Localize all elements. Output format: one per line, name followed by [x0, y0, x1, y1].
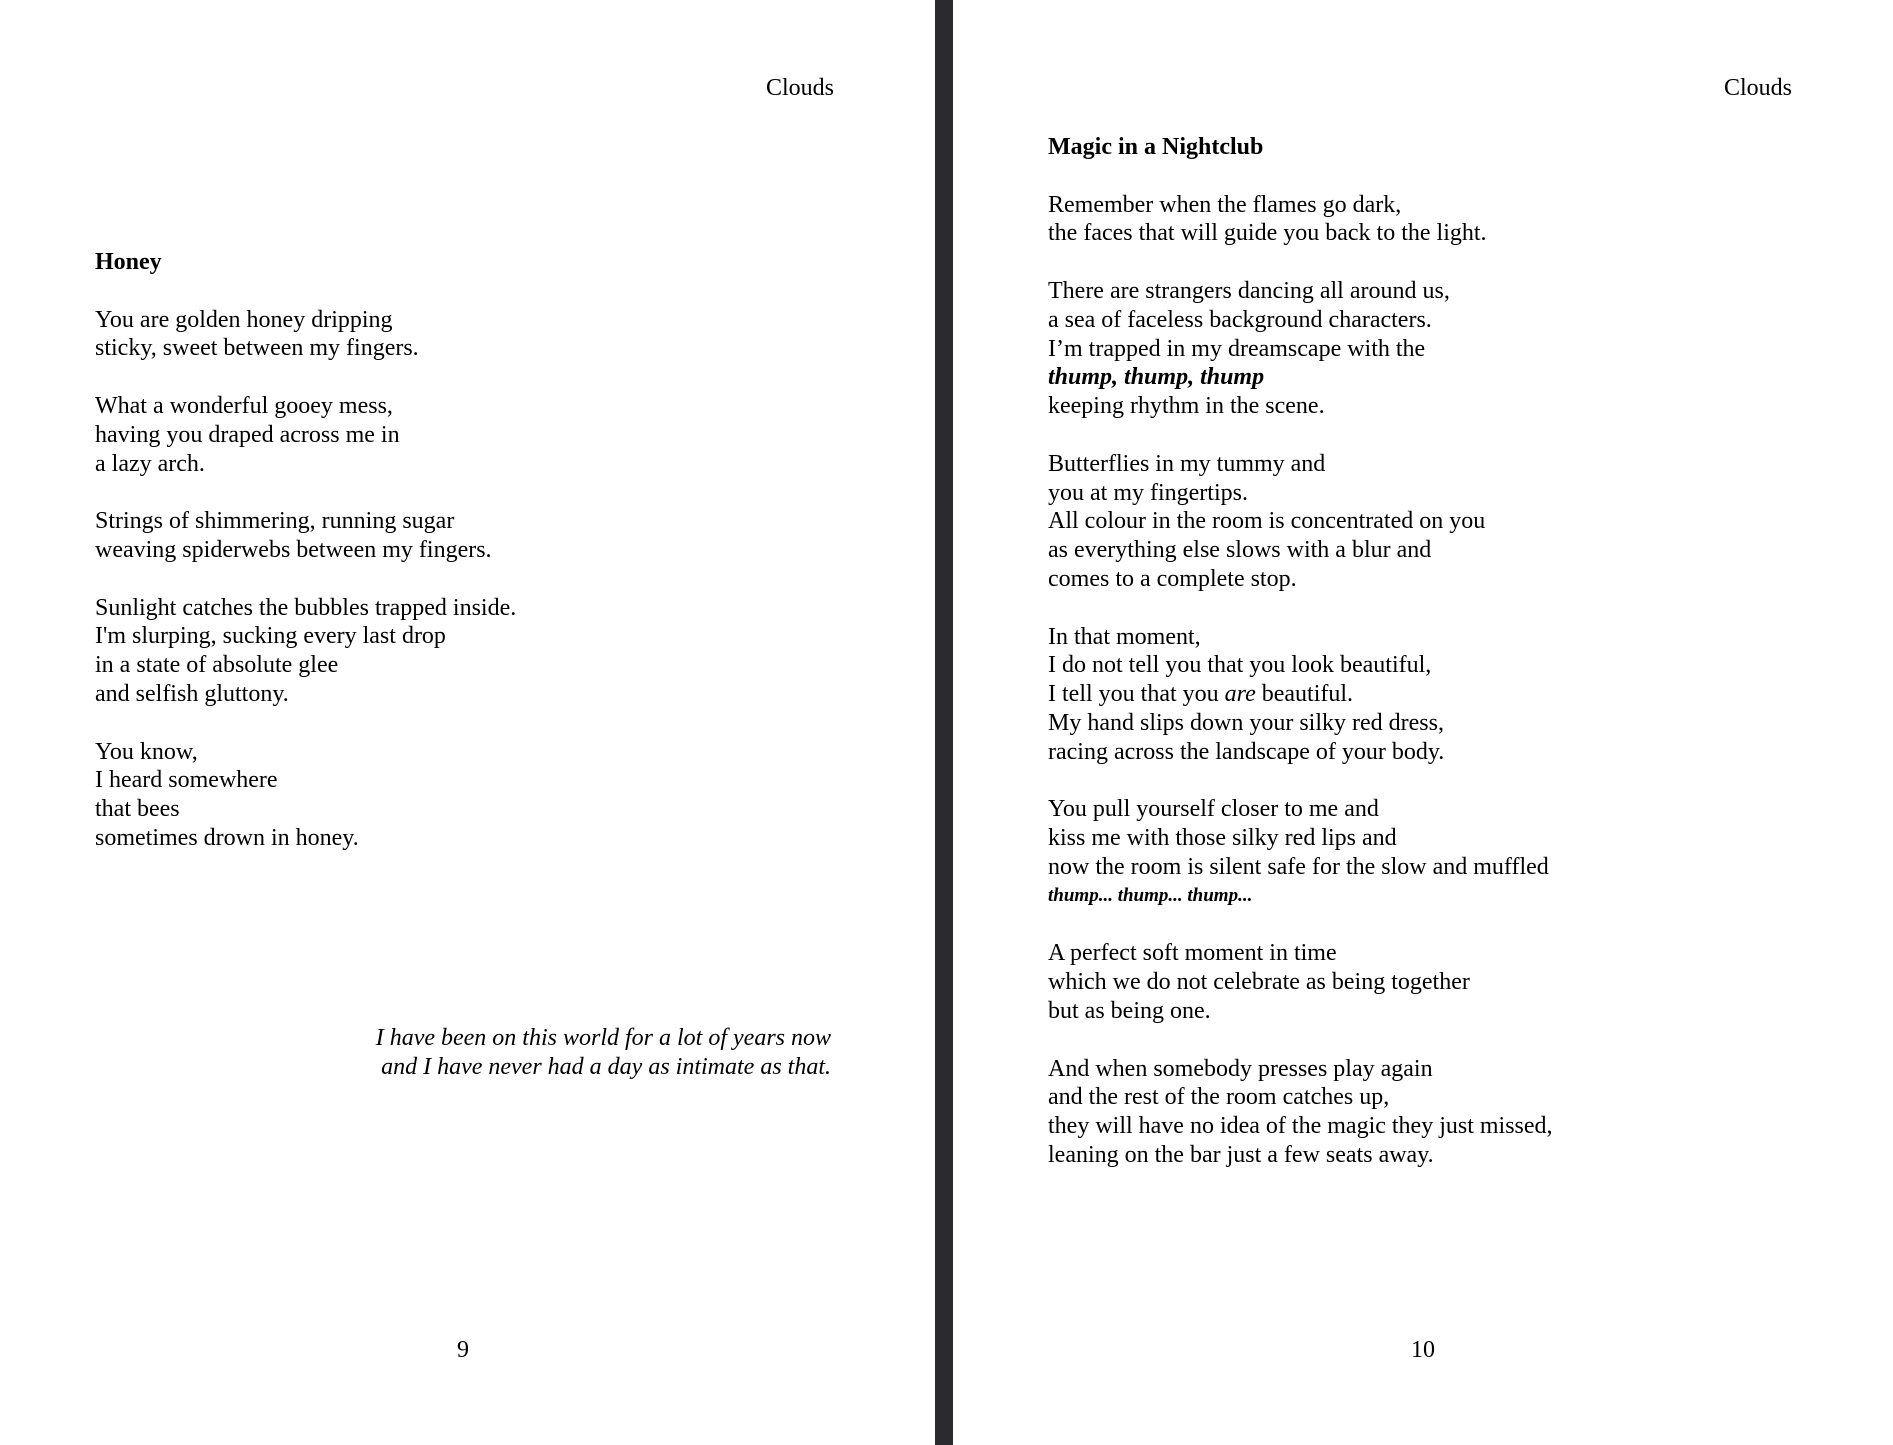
poem-line: sometimes drown in honey.	[95, 824, 359, 851]
poem-line: but as being one.	[1048, 997, 1211, 1024]
right-page	[953, 0, 1893, 1445]
poem-line: as everything else slows with a blur and	[1048, 537, 1432, 564]
stanza	[1048, 450, 1553, 594]
left-page	[0, 0, 935, 1445]
poem-line: My hand slips down your silky red dress,	[1048, 709, 1444, 736]
poem-line: A perfect soft moment in time	[1048, 940, 1337, 967]
poem-line: and the rest of the room catches up,	[1048, 1084, 1390, 1111]
poem-line	[1048, 680, 1553, 709]
poem-line: which we do not celebrate as being together	[1048, 969, 1470, 996]
poem-line: In that moment,	[1048, 623, 1201, 650]
poem-line: You know,	[95, 738, 198, 765]
poem-line: Strings of shimmering, running sugar	[95, 508, 455, 535]
poem-line: You are golden honey dripping	[95, 306, 393, 333]
stanza	[95, 507, 516, 565]
poem-line: leaning on the bar just a few seats away.	[1048, 1141, 1434, 1168]
epigraph-line: and I have never had a day as intimate as that.	[381, 1054, 831, 1080]
poem-line-emphasis: are	[1224, 681, 1256, 708]
stanza	[1048, 191, 1553, 249]
poem-line: Remember when the flames go dark,	[1048, 191, 1402, 218]
poem-line: I'm slurping, sucking every last drop	[95, 623, 446, 650]
epigraph	[300, 1024, 831, 1082]
poem-line-emphasis: thump... thump... thump...	[1048, 884, 1253, 906]
poem-line: There are strangers dancing all around us,	[1048, 277, 1450, 304]
stanza	[1048, 623, 1553, 767]
page-number: 9	[457, 1337, 469, 1363]
stanza	[95, 306, 516, 364]
poem-line-emphasis: thump, thump, thump	[1048, 364, 1265, 391]
poem-title: Honey	[95, 249, 162, 275]
poem-line: that bees	[95, 796, 180, 823]
running-head: Clouds	[765, 75, 834, 101]
poem-magic-in-a-nightclub	[1048, 133, 1553, 1198]
stanza	[1048, 1055, 1553, 1170]
running-head: Clouds	[1723, 75, 1792, 101]
poem-title: Magic in a Nightclub	[1048, 134, 1264, 160]
poem-line: kiss me with those silky red lips and	[1048, 825, 1397, 852]
page-number: 10	[1411, 1337, 1435, 1363]
poem-line: racing across the landscape of your body.	[1048, 738, 1445, 765]
poem-line: Butterflies in my tummy and	[1048, 450, 1326, 477]
poem-line: sticky, sweet between my fingers.	[95, 335, 419, 362]
stanza	[95, 392, 516, 478]
poem-line: they will have no idea of the magic they just missed,	[1048, 1113, 1553, 1140]
poem-line: weaving spiderwebs between my fingers.	[95, 536, 492, 563]
poem-line: All colour in the room is concentrated on you	[1048, 508, 1486, 535]
stanza	[95, 738, 516, 853]
poem-line: the faces that will guide you back to the light.	[1048, 220, 1487, 247]
poem-line-text: I tell you that you	[1048, 681, 1225, 708]
poem-line: And when somebody presses play again	[1048, 1055, 1433, 1082]
epigraph-line: I have been on this world for a lot of years now	[375, 1025, 831, 1051]
poem-line: Sunlight catches the bubbles trapped inside.	[95, 594, 517, 621]
stanza	[1048, 277, 1553, 421]
poem-line: you at my fingertips.	[1048, 479, 1248, 506]
poem-line: now the room is silent safe for the slow and muffled	[1048, 853, 1549, 880]
poem-line: in a state of absolute glee	[95, 652, 339, 679]
poem-line: a sea of faceless background characters.	[1048, 306, 1432, 333]
poem-line: a lazy arch.	[95, 450, 205, 477]
poem-line: I heard somewhere	[95, 767, 278, 794]
poem-line: keeping rhythm in the scene.	[1048, 393, 1325, 420]
poem-line: comes to a complete stop.	[1048, 565, 1297, 592]
poem-line: You pull yourself closer to me and	[1048, 796, 1379, 823]
page-divider	[935, 0, 953, 1445]
poem-honey	[95, 248, 516, 882]
poem-line: having you draped across me in	[95, 421, 400, 448]
stanza	[1048, 795, 1553, 910]
poem-line-text: beautiful.	[1255, 681, 1354, 708]
stanza	[95, 594, 516, 709]
poem-line: I do not tell you that you look beautiful,	[1048, 652, 1432, 679]
poem-line: What a wonderful gooey mess,	[95, 392, 393, 419]
stanza	[1048, 939, 1553, 1025]
poem-line: and selfish gluttony.	[95, 680, 289, 707]
poem-line: I’m trapped in my dreamscape with the	[1048, 335, 1426, 362]
